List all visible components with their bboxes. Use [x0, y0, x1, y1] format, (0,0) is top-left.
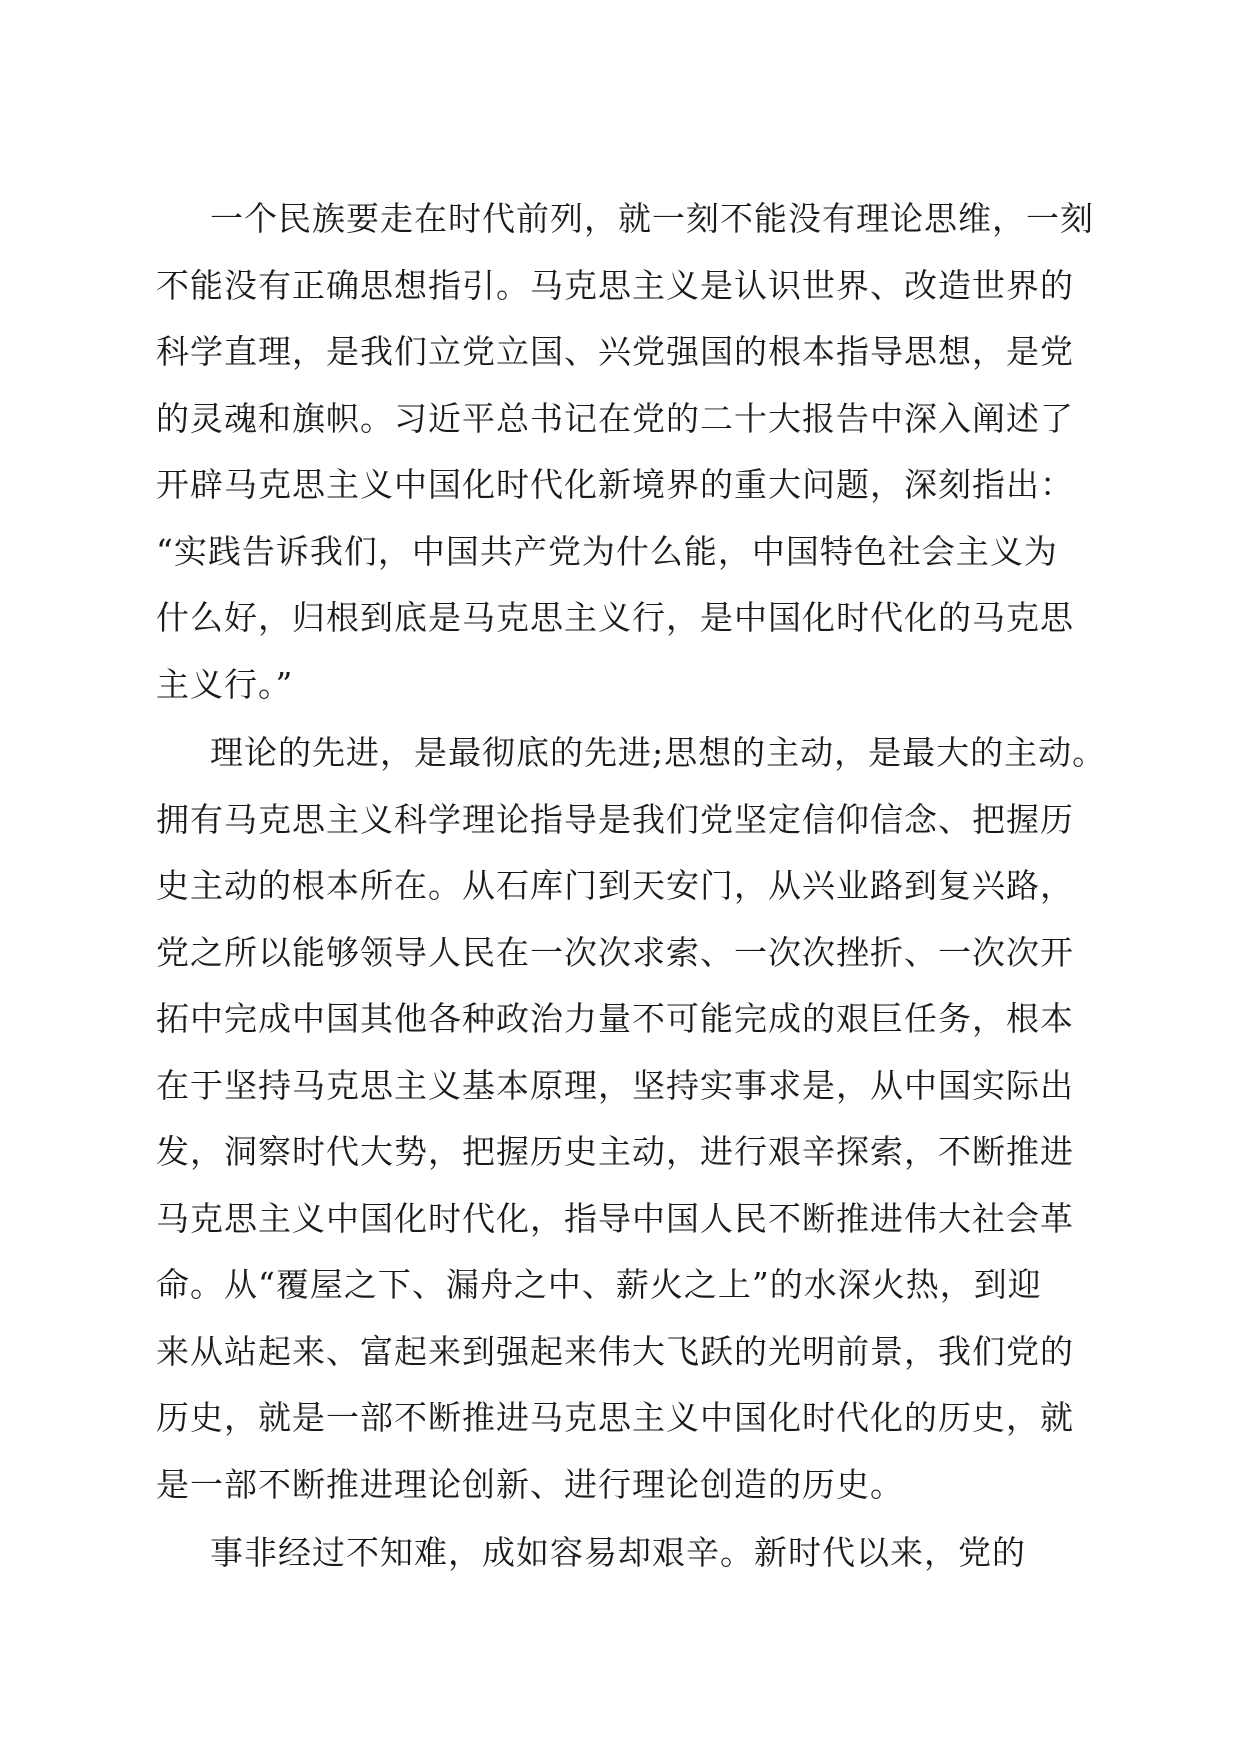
paragraph-line: 来从站起来、富起来到强起来伟大飞跃的光明前景，我们党的: [156, 1331, 1074, 1371]
paragraph-line: 命。从“覆屋之下、漏舟之中、薪火之上”的水深火热，到迎: [156, 1265, 1042, 1304]
paragraph-line: 开辟马克思主义中国化时代化新境界的重大问题，深刻指出：: [156, 465, 1074, 504]
paragraph-line: 党之所以能够领导人民在一次次求索、一次次挫折、一次次开: [156, 932, 1074, 972]
paragraph-1: [156, 186, 1096, 718]
paragraph-line: 在于坚持马克思主义基本原理，坚持实事求是，从中国实际出: [156, 1065, 1074, 1105]
paragraph-line: 事非经过不知难，成如容易却艰辛。新时代以来，党的: [210, 1533, 1026, 1572]
paragraph-line: 拥有马克思主义科学理论指导是我们党坚定信仰信念、把握历: [156, 799, 1074, 839]
paragraph-line: 一个民族要走在时代前列，就一刻不能没有理论思维，一刻: [210, 199, 1094, 238]
paragraph-line: 什么好，归根到底是马克思主义行，是中国化时代化的马克思: [156, 598, 1074, 637]
paragraph-2: [156, 720, 1107, 1518]
paragraph-line: “实践告诉我们，中国共产党为什么能，中国特色社会主义为: [156, 531, 1058, 571]
paragraph-line: 马克思主义中国化时代化，指导中国人民不断推进伟大社会革: [156, 1198, 1074, 1238]
paragraph-line: 拓中完成中国其他各种政治力量不可能完成的艰巨任务，根本: [156, 999, 1074, 1038]
paragraph-line: 史主动的根本所在。从石库门到天安门，从兴业路到复兴路，: [156, 866, 1074, 905]
paragraph-line: 是一部不断推进理论创新、进行理论创造的历史。: [156, 1464, 904, 1504]
body-text: [156, 186, 1107, 1587]
paragraph-3: [156, 1520, 1096, 1587]
paragraph-line: 历史，就是一部不断推进马克思主义中国化时代化的历史，就: [156, 1398, 1074, 1437]
paragraph-line: 理论的先进，是最彻底的先进;思想的主动，是最大的主动。: [210, 733, 1107, 772]
paragraph-line: 的灵魂和旗帜。习近平总书记在党的二十大报告中深入阐述了: [156, 398, 1074, 438]
paragraph-line: 主义行。”: [156, 664, 294, 704]
paragraph-line: 不能没有正确思想指引。马克思主义是认识世界、改造世界的: [156, 265, 1074, 305]
paragraph-line: 科学直理，是我们立党立国、兴党强国的根本指导思想，是党: [156, 332, 1074, 371]
paragraph-line: 发，洞察时代大势，把握历史主动，进行艰辛探索，不断推进: [156, 1132, 1074, 1171]
